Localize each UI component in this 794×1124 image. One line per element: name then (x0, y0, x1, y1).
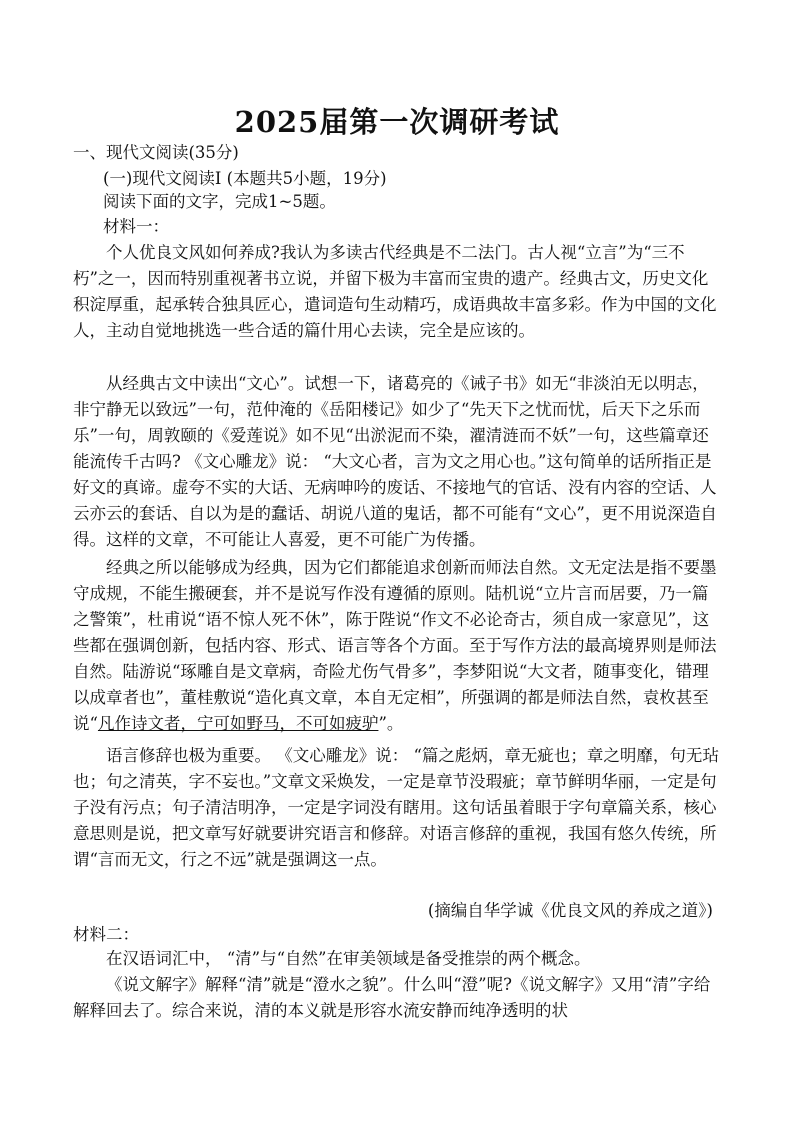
material1-paragraph-1: 个人优良文风如何养成?我认为多读古代经典是不二法门。古人视“立言”为“三不朽”之一，因而特别重视著书立说，并留下极为丰富而宝贵的遗产。经典古文，历史文化积淀厚重，起承转合独具匠心，遣词造句生动精巧，成语典故丰富多彩。作为中国的文化人，主动自觉地挑选一些合适的篇什用心去读，完全是应该的。 (73, 243, 717, 340)
material2-paragraph-2: 《说文解字》解释“清”就是“澄水之貌”。什么叫“澄”呢?《说文解字》又用“清”字给解释回去了。综合来说，清的本义就是形容水流安静而纯净透明的状 (73, 975, 711, 1020)
reading-instruction: 阅读下面的文字，完成1~5题。 (103, 192, 336, 211)
underlined-quote: 凡作诗文者，宁可如野马，不可如疲驴 (97, 714, 379, 733)
paragraph-3-closing: ”。 (378, 714, 404, 733)
page-title: 2025届第一次调研考试 (234, 105, 560, 139)
paragraph-3-text: 经典之所以能够成为经典，因为它们都能追求创新而师法自然。文无定法是指不要墨守成规，不能生搬硬套，并不是说写作没有遵循的原则。陆机说“立片言而居要，乃一篇之警策”，杜甫说“语不惊人死不休”，陈于陛说“作文不必论奇古，须自成一家意见”，这些都在强调创新，包括内容、形式、语言等各个方面。至于写作方法的最高境界则是师法自然。陆游说“琢雕自是文章病，奇险尤伤气骨多”，李梦阳说“大文者，随事变化，错理以成章者也”，董桂敷说“造化真文章，本自无定相”，所强调的都是师法自然，袁枚甚至说“ (73, 558, 717, 733)
material1-label: 材料一： (103, 217, 169, 236)
material2-paragraph-1: 在汉语词汇中， “清”与“自然”在审美领域是备受推崇的两个概念。 (106, 949, 591, 968)
section-heading: 一、现代文阅读(35分) (73, 143, 239, 162)
material1-paragraph-2: 从经典古文中读出“文心”。试想一下，诸葛亮的《诫子书》如无“非淡泊无以明志，非宁静无以致远”一句，范仲淹的《岳阳楼记》如少了“先天下之忧而忧，后天下之乐而乐”一句，周敦颐的《爱莲说》如不见“出淤泥而不染，濯清涟而不妖”一句，这些篇章还能流传千古吗? 《文心雕龙》说： “大文心者，言为文之用心也。”这句简单的话所指正是好文的真谛。虚夸不实的大话、无病呻吟的废话、不接地气的官话、没有内容的空话、人云亦云的套话、自以为是的蠢话、胡说八道的鬼话，都不可能有“文心”，更不用说深造自得。这样的文章，不可能让人喜爱，更不可能广为传播。 (73, 374, 717, 549)
material1-paragraph-3 (73, 555, 723, 737)
material2-label: 材料二： (73, 925, 139, 944)
material1-source: (摘编自华学诚《优良文风的养成之道》) (427, 901, 713, 920)
material1-paragraph-4: 语言修辞也极为重要。 《文心雕龙》说： “篇之彪炳，章无疵也；章之明靡，句无玷也；句之清英，字不妄也。”文章文采焕发，一定是章节没瑕疵；章节鲜明华丽，一定是句子没有污点；句子清洁明净，一定是字词没有瞎用。这句话虽着眼于字句章篇关系，核心意思则是说，把文章写好就要讲究语言和修辞。对语言修辞的重视，我国有悠久传统，所谓“言而无文，行之不远”就是强调这一点。 (73, 746, 719, 869)
section-subheading: (一)现代文阅读I (本题共5小题，19分) (103, 169, 387, 188)
